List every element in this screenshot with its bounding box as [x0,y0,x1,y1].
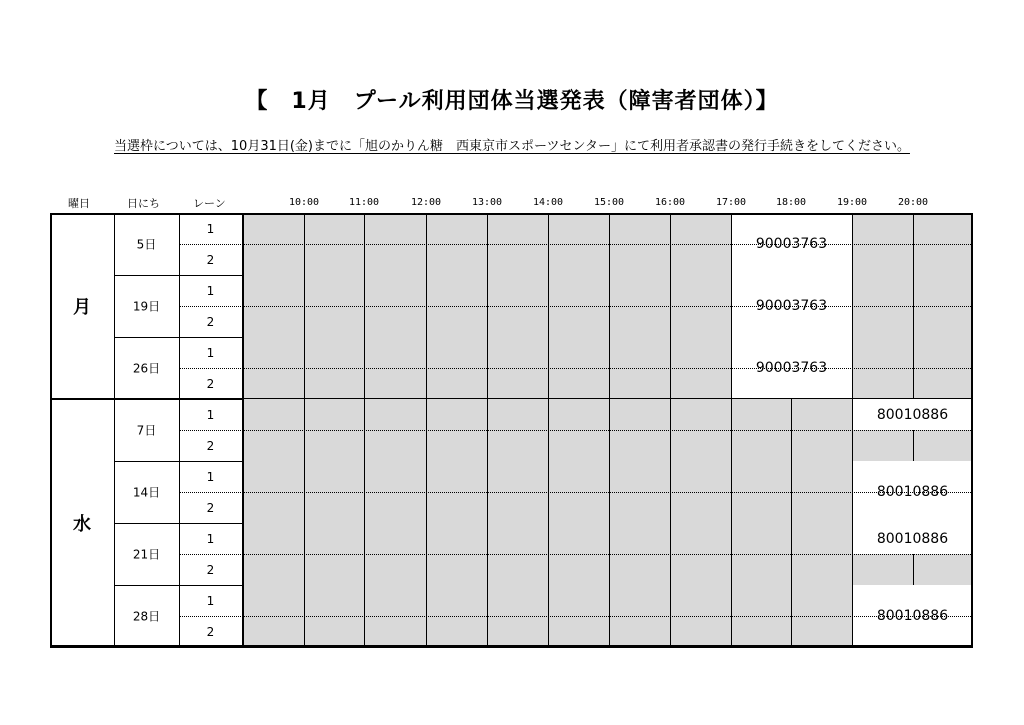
time-label: 20:00 [897,197,929,208]
time-label: 13:00 [471,197,503,208]
date-label: 28日 [132,609,161,624]
time-label: 11:00 [348,197,380,208]
column-line [179,213,180,647]
lane-label: 1 [206,407,215,422]
header-lane: レーン [193,197,226,210]
booking-id[interactable]: 80010886 [852,523,973,554]
booking-id[interactable]: 80010886 [852,585,973,647]
notice-text [0,135,1024,154]
date-label: 14日 [132,485,161,500]
time-slot [852,430,913,461]
grid-line [913,430,914,461]
time-slot [913,554,973,585]
lane-label: 2 [206,314,215,329]
lane-divider [179,368,973,369]
time-slot [852,554,913,585]
date-label: 7日 [136,423,157,438]
lane-divider [179,616,973,617]
lane-divider [179,430,973,431]
time-label: 12:00 [410,197,442,208]
date-label: 26日 [132,361,161,376]
date-label: 19日 [132,299,161,314]
lane-label: 2 [206,438,215,453]
time-label: 19:00 [836,197,868,208]
weekday-label: 月 [73,297,91,318]
time-slot [913,430,973,461]
column-line [114,213,115,647]
booking-id[interactable]: 80010886 [852,461,973,523]
grid-line [913,554,914,585]
booking-id[interactable]: 90003763 [731,337,852,399]
lane-divider [179,306,973,307]
lane-label: 2 [206,500,215,515]
page-title: 【 1月 プール利用団体当選発表（障害者団体）】 [245,89,779,114]
time-label: 14:00 [532,197,564,208]
column-line [242,213,244,647]
lane-divider [179,244,973,245]
lane-label: 1 [206,345,215,360]
header-date: 日にち [127,197,160,210]
lane-label: 2 [206,252,215,267]
lane-label: 1 [206,531,215,546]
header-weekday: 曜日 [68,197,90,210]
lane-label: 1 [206,221,215,236]
time-label: 15:00 [593,197,625,208]
date-label: 5日 [136,237,157,252]
time-label: 18:00 [775,197,807,208]
notice-line: 当選枠については、10月31日(金)までに「旭のかりん糖 西東京市スポーツセンター」にて利用者承認書の発行手続きをしてください。 [114,139,910,154]
lane-label: 1 [206,593,215,608]
lane-label: 2 [206,376,215,391]
lane-label: 2 [206,624,215,639]
time-label: 10:00 [288,197,320,208]
lane-label: 1 [206,283,215,298]
booking-id[interactable]: 90003763 [731,275,852,337]
lane-label: 2 [206,562,215,577]
booking-id[interactable]: 80010886 [852,399,973,430]
time-label: 17:00 [715,197,747,208]
time-label: 16:00 [654,197,686,208]
lane-divider [179,492,973,493]
lane-divider [179,554,973,555]
weekday-label: 水 [73,514,91,535]
lane-label: 1 [206,469,215,484]
booking-id[interactable]: 90003763 [731,213,852,275]
date-label: 21日 [132,547,161,562]
group-divider [50,646,973,648]
